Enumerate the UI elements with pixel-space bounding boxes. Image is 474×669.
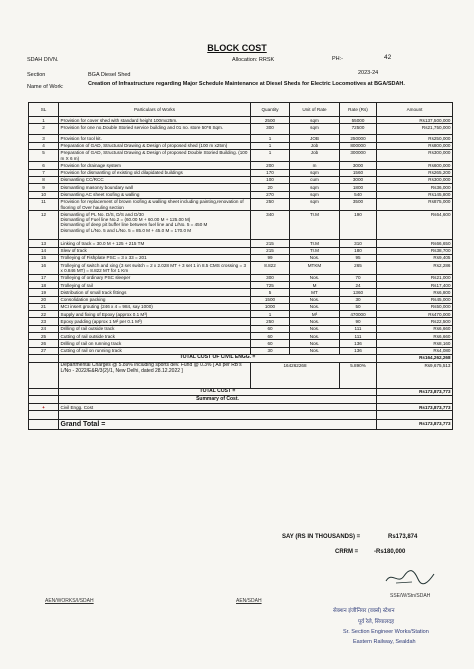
row-particulars: Provision for replacement of brown roofing & walling sheet including painting,renovation of flooring of Over hauling section [59, 198, 251, 211]
row-amount: Rs6,660 [377, 325, 453, 332]
row-particulars: Dismantling masonry boundary wall [59, 184, 251, 191]
row-amount: Rs137,500,000 [377, 117, 453, 124]
row-rate: 136 [340, 340, 377, 347]
work-label: Name of Work: [27, 84, 64, 90]
row-rate: 300000 [340, 149, 377, 162]
row-quantity: 60 [251, 325, 290, 332]
row-amount: Rs21,750,000 [377, 124, 453, 135]
row-sl: 23 [29, 318, 59, 325]
row-sl: 16 [29, 262, 59, 275]
stamp-hindi-line-2: पूर्व रेले, सियालदह [358, 619, 395, 625]
row-rate: 70 [340, 274, 377, 281]
row-rate: 190 [340, 211, 377, 240]
row-particulars: Provision for tool kit. [59, 135, 251, 142]
row-rate: 72500 [340, 124, 377, 135]
row-sl: 25 [29, 333, 59, 340]
table-row [29, 162, 453, 169]
table-row [29, 169, 453, 176]
row-particulars: Distribution of small track fittings [59, 289, 251, 296]
row-rate: 1560 [340, 169, 377, 176]
table-row [29, 289, 453, 296]
stamp-hindi-line-1: सेक्शन इंजीनियर (वर्क्स) स्टेशन [333, 608, 395, 614]
row-unit: Nos. [290, 254, 340, 261]
summary-heading-row [29, 396, 453, 404]
row-rate: 3000 [340, 176, 377, 183]
row-rate: 265 [340, 262, 377, 275]
table-row [29, 296, 453, 303]
table-row [29, 198, 453, 211]
handwritten-signature [382, 567, 442, 589]
column-header: SL [29, 103, 59, 117]
stamp-english-line-1: Sr. Section Engineer Works/Station [343, 629, 429, 635]
row-sl: 4 [29, 142, 59, 149]
table-row [29, 142, 453, 149]
crrm-value: -Rs180,000 [374, 549, 406, 555]
row-unit: Nos. [290, 340, 340, 347]
ph-value: 42 [384, 54, 392, 61]
total-civil-amount: Rs164,262,268 [377, 354, 453, 362]
table-row [29, 184, 453, 191]
row-amount: Rs45,000 [377, 296, 453, 303]
row-amount: Rs265,200 [377, 169, 453, 176]
row-rate: 111 [340, 333, 377, 340]
grand-total-row [29, 420, 453, 430]
row-sl: 22 [29, 311, 59, 318]
table-row [29, 211, 453, 240]
row-quantity: 100 [251, 176, 290, 183]
departmental-charges-rate: 5.890% [340, 362, 377, 388]
row-unit: Tr.M [290, 240, 340, 247]
row-rate: 3500 [340, 198, 377, 211]
row-unit: Tr.M [290, 211, 340, 240]
total-civil-label: TOTAL COST OF CIVIL ENGG. = [59, 354, 377, 362]
row-rate: 3000 [340, 162, 377, 169]
row-particulars: Dismantling AC sheet roofing & walling [59, 191, 251, 198]
column-header: Amount [377, 103, 453, 117]
row-unit: M [290, 282, 340, 289]
row-sl: 2 [29, 124, 59, 135]
total-civil-row [29, 354, 453, 362]
row-quantity: 250 [251, 318, 290, 325]
row-amount: Rs9,405 [377, 254, 453, 261]
row-amount: Rs50,000 [377, 303, 453, 310]
row-quantity: 60 [251, 340, 290, 347]
row-sl: 24 [29, 325, 59, 332]
row-particulars: Trolleying of rail [59, 282, 251, 289]
row-particulars: Epoxy padding (approx 1 M² per 0.1 M³) [59, 318, 251, 325]
row-sl: 26 [29, 340, 59, 347]
row-particulars: Provision for one no.Double Storied service building and 01 no. store 50*8 Sqm. [59, 124, 251, 135]
row-amount: Rs17,400 [377, 282, 453, 289]
row-amount: Rs470,000 [377, 311, 453, 318]
column-header: Particulars of Works [59, 103, 251, 117]
row-sl: 17 [29, 274, 59, 281]
row-particulars: Slew of track [59, 247, 251, 254]
table-row [29, 303, 453, 310]
row-sl: 18 [29, 282, 59, 289]
departmental-charges-row [29, 362, 453, 388]
row-sl: 21 [29, 303, 59, 310]
row-quantity: 725 [251, 282, 290, 289]
row-rate: 95 [340, 254, 377, 261]
row-sl: 6 [29, 162, 59, 169]
row-rate: 250000 [340, 135, 377, 142]
row-quantity: 1500 [251, 296, 290, 303]
row-amount: Rs300,000 [377, 149, 453, 162]
row-rate: 30 [340, 296, 377, 303]
table-row [29, 262, 453, 275]
row-quantity: 1 [251, 142, 290, 149]
grand-total-amount: Rs173,873,773 [377, 420, 453, 430]
signature-sse: SSE/W/Stn/SDAH [390, 593, 431, 599]
row-unit: JOB [290, 135, 340, 142]
row-quantity: 1 [251, 311, 290, 318]
row-particulars: Preparation of GAD, Structural Drawing & Design of proposed shed (100 m x25m) [59, 142, 251, 149]
row-unit: Nos. [290, 296, 340, 303]
row-amount: Rs250,000 [377, 135, 453, 142]
row-amount: Rs600,000 [377, 162, 453, 169]
row-unit: sqm [290, 191, 340, 198]
row-quantity: 20 [251, 184, 290, 191]
row-sl: 20 [29, 296, 59, 303]
table-row [29, 254, 453, 261]
row-particulars: Provision for dismantling of existing old dilapidated buildings [59, 169, 251, 176]
table-row [29, 176, 453, 183]
table-row [29, 282, 453, 289]
row-amount: Rs36,000 [377, 184, 453, 191]
row-rate: 90 [340, 318, 377, 325]
row-sl: 9 [29, 184, 59, 191]
crrm-label: CRRM = [335, 549, 359, 555]
row-unit: Tr.M [290, 247, 340, 254]
row-quantity: 300 [251, 124, 290, 135]
row-amount: Rs875,000 [377, 198, 453, 211]
total-cost-row [29, 388, 453, 396]
row-particulars: Supply and fixing of Epoxy (approx 0.1 M³) [59, 311, 251, 318]
row-particulars: Provision for drainage system [59, 162, 251, 169]
row-unit: MTKM [290, 262, 340, 275]
document-title: BLOCK COST [207, 43, 267, 53]
row-rate: 24 [340, 282, 377, 289]
row-particulars: Cutting of rail on running track [59, 347, 251, 354]
row-rate: 1360 [340, 289, 377, 296]
row-particulars: Dismantling of PL No. D/S, D/S and D/30 Dismantling of Fuel line No.2 = (60.00 M + 60.00 M + 125.00 M) Dismantling of deep pit buffer line between fuel line and L/No. 5 = 450 M Dismantling of L/No. 5 and L/No. 5 = 85.0 M + 45.0 M = 170.0 M [59, 211, 251, 240]
row-quantity: 60 [251, 333, 290, 340]
row-sl: 13 [29, 240, 59, 247]
row-quantity: 99 [251, 254, 290, 261]
row-unit: m [290, 162, 340, 169]
row-particulars: Provision for cover shed with standard height 100mx25m. [59, 117, 251, 124]
row-sl: 19 [29, 289, 59, 296]
row-sl: 8 [29, 176, 59, 183]
stamp-english-line-2: Eastern Railway, Sealdah [353, 639, 416, 645]
row-sl: 14 [29, 247, 59, 254]
division-label: SDAH DIVN. [27, 57, 59, 63]
row-rate: 50 [340, 303, 377, 310]
row-quantity: 215 [251, 240, 290, 247]
row-particulars: Dismantling CC/RCC [59, 176, 251, 183]
row-quantity: 215 [251, 247, 290, 254]
row-quantity: 170 [251, 169, 290, 176]
row-amount: Rs8,160 [377, 340, 453, 347]
say-label: SAY (RS IN THOUSANDS) = [282, 534, 361, 540]
say-value: Rs173,874 [388, 534, 418, 540]
row-unit: Nos. [290, 303, 340, 310]
departmental-charges-base: 164262268 [251, 362, 340, 388]
row-particulars: Trolleying of switch and xing (3 set switch = 2 x 2.028 MT + 3 set 1 in 8.5 CMS crossing = 3 x 0.846 MT) = 8.822 MT for 1 Km [59, 262, 251, 275]
blank-row [29, 411, 453, 420]
row-rate: 540 [340, 191, 377, 198]
block-cost-table [28, 102, 453, 430]
row-rate: 470000 [340, 311, 377, 318]
row-unit: Nos. [290, 318, 340, 325]
row-unit: Job [290, 149, 340, 162]
row-quantity: 270 [251, 191, 290, 198]
row-amount: Rs21,000 [377, 274, 453, 281]
column-header: Rate (Rs) [340, 103, 377, 117]
table-row [29, 333, 453, 340]
row-unit: sqm [290, 117, 340, 124]
departmental-charges-text: Departmental Charges @ 5.89% including sports dev. Fund @ 0.3% [ As per RB's L/No - 2022/E&R/3(2)/1, New Delhi, dated 28.12.2022 ] [59, 362, 251, 388]
row-unit: Nos. [290, 347, 340, 354]
ph-label: PH:- [332, 56, 343, 62]
work-name: Creation of Infrastructure regarding Major Schedule Maintenance at Diesel Sheds for Electric Locomotives at BGA/SDAH. [88, 81, 405, 87]
column-header: Unit of Rate [290, 103, 340, 117]
row-amount: Rs2,286 [377, 262, 453, 275]
row-sl: 1 [29, 117, 59, 124]
section-label: Section [27, 72, 46, 78]
allocation-label: Allocation: RRSK [232, 57, 275, 63]
row-rate: 111 [340, 325, 377, 332]
total-cost-label: TOTAL COST = [59, 388, 377, 396]
row-unit: sqm [290, 198, 340, 211]
row-particulars: Preparation of GAD, Structural Drawing & Design of proposed Double Storied Building. (100 m X 6 m) [59, 149, 251, 162]
row-amount: Rs66,650 [377, 240, 453, 247]
row-quantity: 30 [251, 347, 290, 354]
table-row [29, 274, 453, 281]
row-amount: Rs145,800 [377, 191, 453, 198]
row-amount: Rs4,080 [377, 347, 453, 354]
row-quantity: 1 [251, 135, 290, 142]
row-rate: 180 [340, 247, 377, 254]
row-unit: cum [290, 176, 340, 183]
summary-row-label: Civil Engg. Cost [59, 404, 377, 411]
row-quantity: 2500 [251, 117, 290, 124]
signature-aen-works: AEN/WORKS/I/SDAH [45, 598, 94, 604]
row-particulars: Trolleying of Fishplate PSC = 3 x 33 = 201 [59, 254, 251, 261]
row-sl: 5 [29, 149, 59, 162]
row-quantity: 1 [251, 149, 290, 162]
row-quantity: 1000 [251, 303, 290, 310]
row-amount: Rs6,800 [377, 289, 453, 296]
row-amount: Rs300,000 [377, 176, 453, 183]
row-unit: Nos. [290, 325, 340, 332]
row-sl: 27 [29, 347, 59, 354]
row-particulars: Drilling of rail on running track [59, 340, 251, 347]
table-header-row [29, 103, 453, 117]
row-sl: 12 [29, 211, 59, 240]
table-row [29, 325, 453, 332]
table-row [29, 340, 453, 347]
summary-row [29, 404, 453, 411]
row-quantity: 340 [251, 211, 290, 240]
summary-marker: ✦ [29, 404, 59, 411]
column-header: Quantity [251, 103, 290, 117]
row-particulars: Cutting of rail outside track [59, 333, 251, 340]
row-sl: 15 [29, 254, 59, 261]
row-particulars: Consolidation packing [59, 296, 251, 303]
row-rate: 310 [340, 240, 377, 247]
row-amount: Rs38,700 [377, 247, 453, 254]
row-particulars: Linking of track = 30.0 M + 125 + 215 TM [59, 240, 251, 247]
row-amount: Rs6,660 [377, 333, 453, 340]
row-sl: 11 [29, 198, 59, 211]
table-row [29, 240, 453, 247]
row-quantity: 300 [251, 274, 290, 281]
grand-total-label: Grand Total = [59, 420, 377, 430]
table-row [29, 135, 453, 142]
row-quantity: 8.822 [251, 262, 290, 275]
row-quantity: 200 [251, 162, 290, 169]
row-particulars: MCI insert grouting (246 x 4 = 984, say 1000) [59, 303, 251, 310]
row-particulars: Drilling of rail outside track [59, 325, 251, 332]
row-unit: MT [290, 289, 340, 296]
row-amount: Rs64,600 [377, 211, 453, 240]
row-rate: 1800 [340, 184, 377, 191]
row-unit: Job [290, 142, 340, 149]
row-amount: Rs22,500 [377, 318, 453, 325]
table-row [29, 149, 453, 162]
table-row [29, 311, 453, 318]
summary-heading: Summary of Cost. [59, 396, 377, 404]
row-rate: 55000 [340, 117, 377, 124]
row-unit: sqm [290, 169, 340, 176]
table-row [29, 247, 453, 254]
section-value: BGA Diesel Shed [88, 72, 131, 78]
row-unit: Nos. [290, 333, 340, 340]
row-sl: 7 [29, 169, 59, 176]
departmental-charges-amount: Rs9,675,513 [377, 362, 453, 388]
row-unit: M³ [290, 311, 340, 318]
row-unit: sqm [290, 124, 340, 135]
row-particulars: Trolleying of ordinary PSC sleeper [59, 274, 251, 281]
table-row [29, 318, 453, 325]
row-unit: Nos. [290, 274, 340, 281]
row-quantity: 250 [251, 198, 290, 211]
table-row [29, 191, 453, 198]
row-rate: 136 [340, 347, 377, 354]
row-sl: 3 [29, 135, 59, 142]
total-cost-amount: Rs173,873,773 [377, 388, 453, 396]
table-row [29, 347, 453, 354]
summary-row-amount: Rs173,873,773 [377, 404, 453, 411]
table-row [29, 117, 453, 124]
row-quantity: 5 [251, 289, 290, 296]
row-sl: 10 [29, 191, 59, 198]
financial-year: 2023-24 [358, 70, 379, 76]
row-unit: sqm [290, 184, 340, 191]
row-amount: Rs800,000 [377, 142, 453, 149]
table-row [29, 124, 453, 135]
row-rate: 800000 [340, 142, 377, 149]
signature-aen: AEN/SDAH [236, 598, 262, 604]
